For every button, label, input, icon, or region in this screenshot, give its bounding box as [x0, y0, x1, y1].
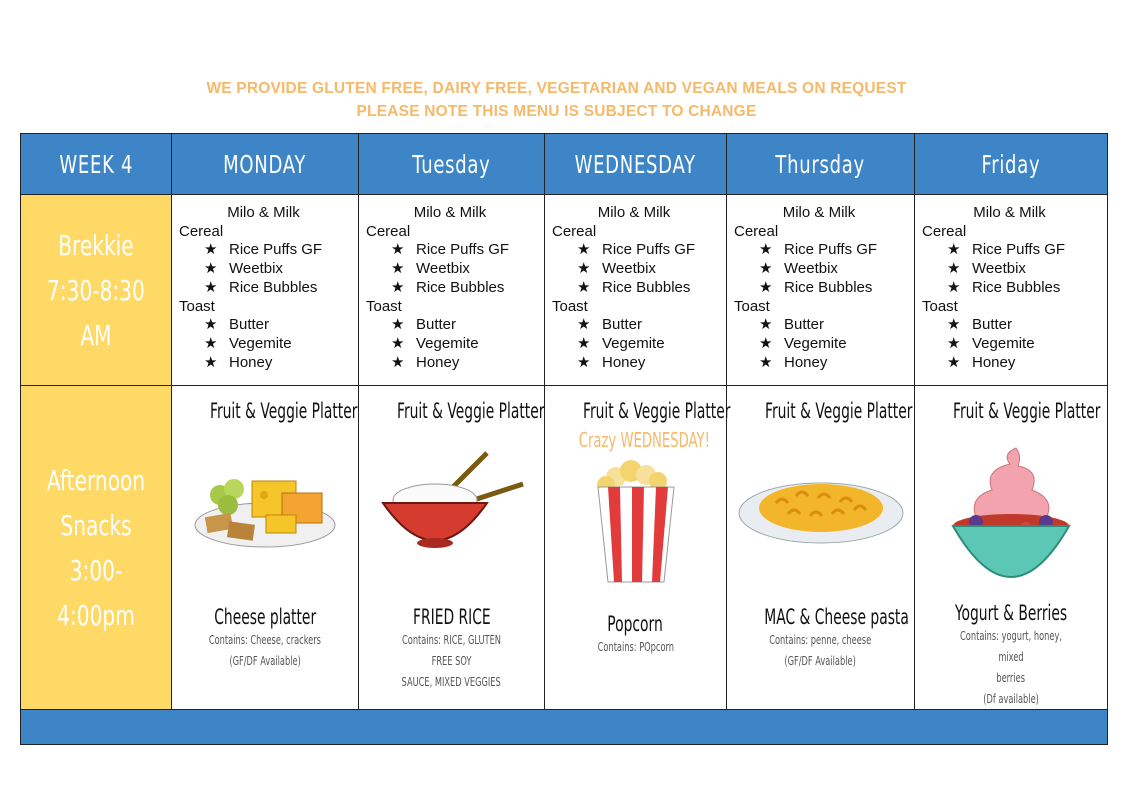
star-icon: ★: [577, 260, 591, 278]
star-icon: ★: [391, 278, 405, 296]
snack-cell-thursday: [727, 386, 915, 710]
toast-label: Toast: [366, 297, 402, 315]
contains-text: Contains: RICE, GLUTEN FREE SOY: [402, 632, 501, 668]
contains-text: Contains: POpcorn: [597, 639, 674, 654]
toast-topping: Honey: [229, 353, 273, 371]
cereal-name: Rice Bubbles: [602, 278, 691, 296]
milo-milk: Milo & Milk: [413, 204, 487, 221]
dish-contains: [172, 629, 358, 671]
brekkie-label-line: Brekkie: [58, 228, 134, 262]
cereal-name: Rice Bubbles: [416, 278, 505, 296]
star-icon: ★: [759, 278, 773, 296]
cereal-name: Rice Puffs GF: [784, 241, 878, 259]
toast-topping: Butter: [416, 316, 457, 334]
star-icon: ★: [577, 334, 591, 352]
cereal-label: Cereal: [179, 222, 224, 240]
dish-name: [915, 601, 1107, 625]
star-icon: ★: [577, 353, 591, 371]
snacks-label-line: 3:00-4:00pm: [57, 553, 135, 632]
cereal-name: Rice Puffs GF: [229, 241, 323, 259]
snack-cell-wednesday: [545, 386, 731, 710]
brekkie-row: [21, 195, 1108, 386]
toast-item: [552, 335, 726, 354]
footer-bar: [21, 710, 1108, 745]
cereal-name: Weetbix: [602, 260, 656, 278]
cereal-name: Rice Puffs GF: [602, 241, 696, 259]
cereal-label: Cereal: [922, 222, 967, 240]
dish-contains: [545, 636, 726, 657]
week-label: WEEK 4: [21, 134, 172, 195]
star-icon: ★: [759, 260, 773, 278]
star-icon: ★: [759, 353, 773, 371]
header-row: [21, 134, 1108, 195]
star-icon: ★: [577, 241, 591, 259]
toast-item: [922, 354, 1107, 373]
milo-milk: Milo & Milk: [227, 204, 300, 221]
milo-milk: Milo & Milk: [782, 204, 856, 221]
day-header-monday: MONDAY: [172, 134, 359, 195]
cereal-name: Rice Puffs GF: [972, 241, 1066, 259]
fruit-veggie-platter: [545, 399, 731, 423]
contains-text: (GF/DF Available): [784, 653, 857, 668]
cereal-item: [179, 241, 358, 260]
toast-topping: Vegemite: [229, 334, 292, 352]
cereal-item: [552, 260, 726, 279]
contains-line: [545, 636, 726, 657]
cereal-name: Weetbix: [784, 260, 838, 278]
toast-label: Toast: [922, 297, 958, 315]
toast-item: [366, 354, 544, 373]
dish-name-text: Popcorn: [607, 612, 664, 636]
dish-contains: [359, 629, 544, 692]
day-header-tuesday: Tuesday: [359, 134, 545, 195]
contains-line: [727, 650, 914, 671]
cereal-item: [922, 260, 1107, 279]
toast-item: [179, 354, 358, 373]
toast-topping: Vegemite: [972, 334, 1035, 352]
cereal-name: Rice Bubbles: [229, 278, 318, 296]
contains-line: [359, 671, 544, 692]
popcorn-icon: [545, 452, 726, 592]
notice-line-2: PLEASE NOTE THIS MENU IS SUBJECT TO CHANGE: [356, 103, 757, 120]
weekly-menu-table: [20, 133, 1108, 745]
cereal-item: [366, 241, 544, 260]
dish-name: [545, 612, 726, 636]
star-icon: ★: [391, 241, 405, 259]
brekkie-list: [359, 195, 544, 372]
contains-text: Contains: Cheese, crackers: [208, 632, 322, 647]
brekkie-list: [727, 195, 914, 372]
toast-item: [179, 316, 358, 335]
platter-text: Fruit & Veggie Platter: [764, 399, 913, 423]
yogurt-cup-icon: [915, 423, 1107, 593]
contains-line: [915, 667, 1107, 688]
toast-item: [366, 335, 544, 354]
toast-topping: Vegemite: [602, 334, 665, 352]
toast-item: [734, 354, 914, 373]
cereal-item: [552, 279, 726, 298]
star-icon: ★: [947, 334, 961, 352]
snack-cell-tuesday: [359, 386, 545, 710]
star-icon: ★: [204, 241, 218, 259]
toast-topping: Butter: [972, 316, 1013, 334]
cereal-item: [922, 279, 1107, 298]
snacks-label: [21, 386, 172, 710]
contains-line: [727, 629, 914, 650]
cereal-item: [734, 279, 914, 298]
star-icon: ★: [947, 316, 961, 334]
toast-topping: Honey: [602, 353, 646, 371]
toast-topping: Vegemite: [416, 334, 479, 352]
cereal-name: Weetbix: [972, 260, 1026, 278]
star-icon: ★: [947, 260, 961, 278]
snacks-label-line: Afternoon: [46, 463, 146, 497]
star-icon: ★: [577, 316, 591, 334]
contains-line: [172, 650, 358, 671]
toast-item: [552, 354, 726, 373]
cereal-name: Weetbix: [229, 260, 283, 278]
fruit-veggie-platter: [359, 399, 544, 423]
crazy-wednesday-text: Crazy WEDNESDAY!: [578, 428, 710, 452]
milo-milk: Milo & Milk: [973, 204, 1046, 221]
star-icon: ★: [391, 260, 405, 278]
star-icon: ★: [204, 334, 218, 352]
cereal-name: Rice Puffs GF: [416, 241, 510, 259]
dish-name-text: Yogurt & Berries: [954, 601, 1068, 625]
contains-text: SAUCE, MIXED VEGGIES: [401, 674, 502, 689]
star-icon: ★: [204, 353, 218, 371]
brekkie-list: [915, 195, 1107, 372]
toast-item: [922, 316, 1107, 335]
contains-text: Contains: penne, cheese: [769, 632, 872, 647]
star-icon: ★: [391, 334, 405, 352]
day-header-friday: Friday: [915, 134, 1108, 195]
cereal-item: [922, 241, 1107, 260]
fruit-veggie-platter: [915, 399, 1107, 423]
mac-and-cheese-icon: [727, 423, 914, 583]
dish-name-text: Cheese platter: [214, 605, 316, 629]
contains-text: (Df available): [983, 691, 1039, 706]
star-icon: ★: [759, 316, 773, 334]
notice-line-1: WE PROVIDE GLUTEN FREE, DAIRY FREE, VEGETARIAN AND VEGAN MEALS ON REQUEST: [206, 80, 907, 97]
toast-item: [734, 335, 914, 354]
star-icon: ★: [947, 241, 961, 259]
star-icon: ★: [759, 241, 773, 259]
contains-text: Contains: yogurt, honey, mixed: [960, 628, 1062, 664]
star-icon: ★: [577, 278, 591, 296]
brekkie-cell-monday: [172, 195, 359, 386]
star-icon: ★: [759, 334, 773, 352]
toast-item: [552, 316, 726, 335]
toast-topping: Honey: [416, 353, 460, 371]
cheese-plate-icon: [172, 423, 358, 583]
platter-text: Fruit & Veggie Platter: [582, 399, 731, 423]
star-icon: ★: [391, 316, 405, 334]
snack-cell-monday: [172, 386, 359, 710]
platter-text: Fruit & Veggie Platter: [209, 399, 358, 423]
brekkie-cell-wednesday: [545, 195, 727, 386]
cereal-item: [734, 241, 914, 260]
fruit-veggie-platter: [727, 399, 914, 423]
star-icon: ★: [204, 278, 218, 296]
toast-topping: Butter: [784, 316, 825, 334]
dish-contains: [727, 629, 914, 671]
dish-name-text: FRIED RICE: [412, 605, 491, 629]
brekkie-label: [21, 195, 172, 386]
contains-line: [359, 629, 544, 671]
toast-topping: Butter: [229, 316, 270, 334]
dish-name-text: MAC & Cheese pasta: [764, 605, 909, 629]
cereal-item: [179, 279, 358, 298]
toast-label: Toast: [552, 297, 588, 315]
cereal-item: [366, 279, 544, 298]
platter-text: Fruit & Veggie Platter: [952, 399, 1101, 423]
dish-name: [359, 605, 544, 629]
platter-text: Fruit & Veggie Platter: [396, 399, 545, 423]
star-icon: ★: [204, 316, 218, 334]
toast-item: [179, 335, 358, 354]
footer-row: [21, 710, 1108, 745]
snack-cell-friday: [915, 386, 1108, 710]
contains-line: [915, 688, 1107, 709]
star-icon: ★: [947, 353, 961, 371]
toast-topping: Butter: [602, 316, 643, 334]
toast-topping: Honey: [784, 353, 828, 371]
brekkie-cell-tuesday: [359, 195, 545, 386]
toast-label: Toast: [179, 297, 215, 315]
cereal-item: [552, 241, 726, 260]
cereal-name: Rice Bubbles: [972, 278, 1061, 296]
toast-item: [734, 316, 914, 335]
contains-text: (GF/DF Available): [229, 653, 301, 668]
toast-item: [366, 316, 544, 335]
cereal-label: Cereal: [366, 222, 411, 240]
star-icon: ★: [204, 260, 218, 278]
star-icon: ★: [391, 353, 405, 371]
dish-name: [172, 605, 358, 629]
cereal-label: Cereal: [734, 222, 779, 240]
milo-milk: Milo & Milk: [597, 204, 671, 221]
snacks-label-line: Snacks: [60, 508, 132, 542]
day-header-thursday: Thursday: [727, 134, 915, 195]
brekkie-cell-friday: [915, 195, 1108, 386]
brekkie-cell-thursday: [727, 195, 915, 386]
snack-row: [21, 386, 1108, 710]
fruit-veggie-platter: [172, 399, 358, 423]
cereal-item: [734, 260, 914, 279]
day-header-wednesday: WEDNESDAY: [545, 134, 727, 195]
rice-bowl-icon: [359, 423, 544, 583]
toast-topping: Honey: [972, 353, 1016, 371]
star-icon: ★: [947, 278, 961, 296]
brekkie-label-line: 7:30-8:30: [47, 273, 145, 307]
toast-topping: Vegemite: [784, 334, 847, 352]
cereal-name: Weetbix: [416, 260, 470, 278]
crazy-wednesday: [545, 428, 726, 452]
brekkie-label-line: AM: [80, 318, 112, 352]
cereal-label: Cereal: [552, 222, 597, 240]
toast-label: Toast: [734, 297, 770, 315]
cereal-name: Rice Bubbles: [784, 278, 873, 296]
brekkie-list: [545, 195, 726, 372]
dish-contains: [915, 625, 1107, 709]
cereal-item: [366, 260, 544, 279]
contains-text: berries: [996, 670, 1026, 685]
contains-line: [915, 625, 1107, 667]
toast-item: [922, 335, 1107, 354]
cereal-item: [179, 260, 358, 279]
contains-line: [172, 629, 358, 650]
brekkie-list: [172, 195, 358, 372]
dish-name: [727, 605, 914, 629]
